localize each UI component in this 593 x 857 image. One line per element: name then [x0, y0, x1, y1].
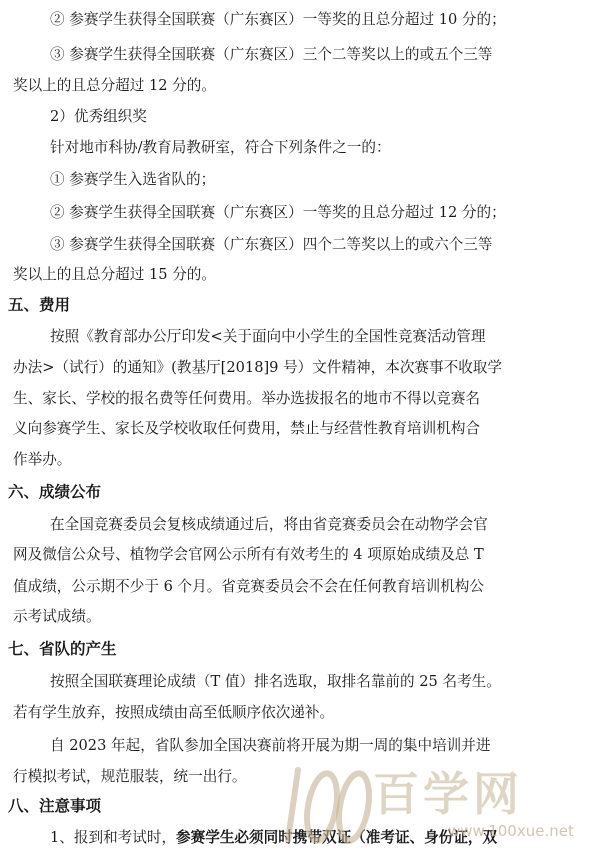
notes-line-1-bold: 参赛学生必须同时携带双证（准考证、身份证，双: [176, 829, 498, 846]
section-heading-provincial-team: 七、省队的产生: [8, 640, 117, 658]
org-criterion-1: ① 参赛学生入选省队的；: [50, 171, 216, 188]
fees-paragraph-line: 办法>（试行）的通知》(教基厅[2018]9 号）文件精神，本次赛事不收取学: [13, 359, 503, 376]
results-paragraph-line: 值成绩，公示期不少于 6 个月。省竞赛委员会不会在任何教育培训机构公: [13, 578, 484, 595]
award-line-1: ② 参赛学生获得全国联赛（广东赛区）一等奖的且总分超过 10 分的；: [50, 11, 506, 28]
team-paragraph-line: 自 2023 年起，省队参加全国决赛前将开展为期一周的集中培训并进: [50, 737, 491, 754]
award-line-2: ③ 参赛学生获得全国联赛（广东赛区）三个二等奖以上的或五个三等: [50, 46, 493, 63]
org-criterion-2: ② 参赛学生获得全国联赛（广东赛区）一等奖的且总分超过 12 分的；: [50, 204, 506, 221]
section-heading-results: 六、成绩公布: [8, 483, 102, 501]
subheading-organization-award: 2）优秀组织奖: [50, 108, 147, 125]
results-paragraph-line: 在全国竞赛委员会复核成绩通过后，将由省竞赛委员会在动物学会官: [50, 516, 488, 533]
section-heading-fees: 五、费用: [8, 296, 71, 314]
team-paragraph-line: 行模拟考试，规范服装，统一出行。: [13, 768, 247, 785]
team-paragraph-line: 若有学生放弃，按照成绩由高至低顺序依次递补。: [13, 704, 335, 721]
results-paragraph-line: 示考试成绩。: [13, 608, 101, 625]
watermark-text: 百学网: [373, 767, 523, 821]
fees-paragraph-line: 义向参赛学生、家长及学校收取任何费用，禁止与经营性教育培训机构合: [13, 420, 481, 437]
organization-criteria-intro: 针对地市科协/教育局教研室，符合下列条件之一的：: [50, 139, 391, 156]
org-criterion-3-cont: 奖以上的且总分超过 15 分的。: [13, 266, 216, 283]
results-paragraph-line: 网及微信公众号、植物学会官网公示所有有效考生的 4 项原始成绩及总 T: [13, 546, 484, 563]
team-paragraph-line: 按照全国联赛理论成绩（T 值）排名选取，取排名靠前的 25 名考生。: [50, 673, 501, 690]
notes-line-1: [50, 828, 593, 848]
section-heading-notes: 八、注意事项: [8, 797, 102, 815]
fees-paragraph-line: 按照《教育部办公厅印发<关于面向中小学生的全国性竞赛活动管理: [50, 328, 486, 345]
watermark-url: www.100xue.net: [448, 822, 574, 840]
fees-paragraph-line: 作举办。: [13, 451, 72, 468]
org-criterion-3: ③ 参赛学生获得全国联赛（广东赛区）四个二等奖以上的或六个三等: [50, 236, 493, 253]
notes-line-1-prefix: 1、报到和考试时，: [50, 829, 177, 846]
fees-paragraph-line: 生、家长、学校的报名费等任何费用。举办选拔报名的地市不得以竞赛名: [13, 390, 481, 407]
award-line-3: 奖以上的且总分超过 12 分的。: [13, 77, 216, 94]
